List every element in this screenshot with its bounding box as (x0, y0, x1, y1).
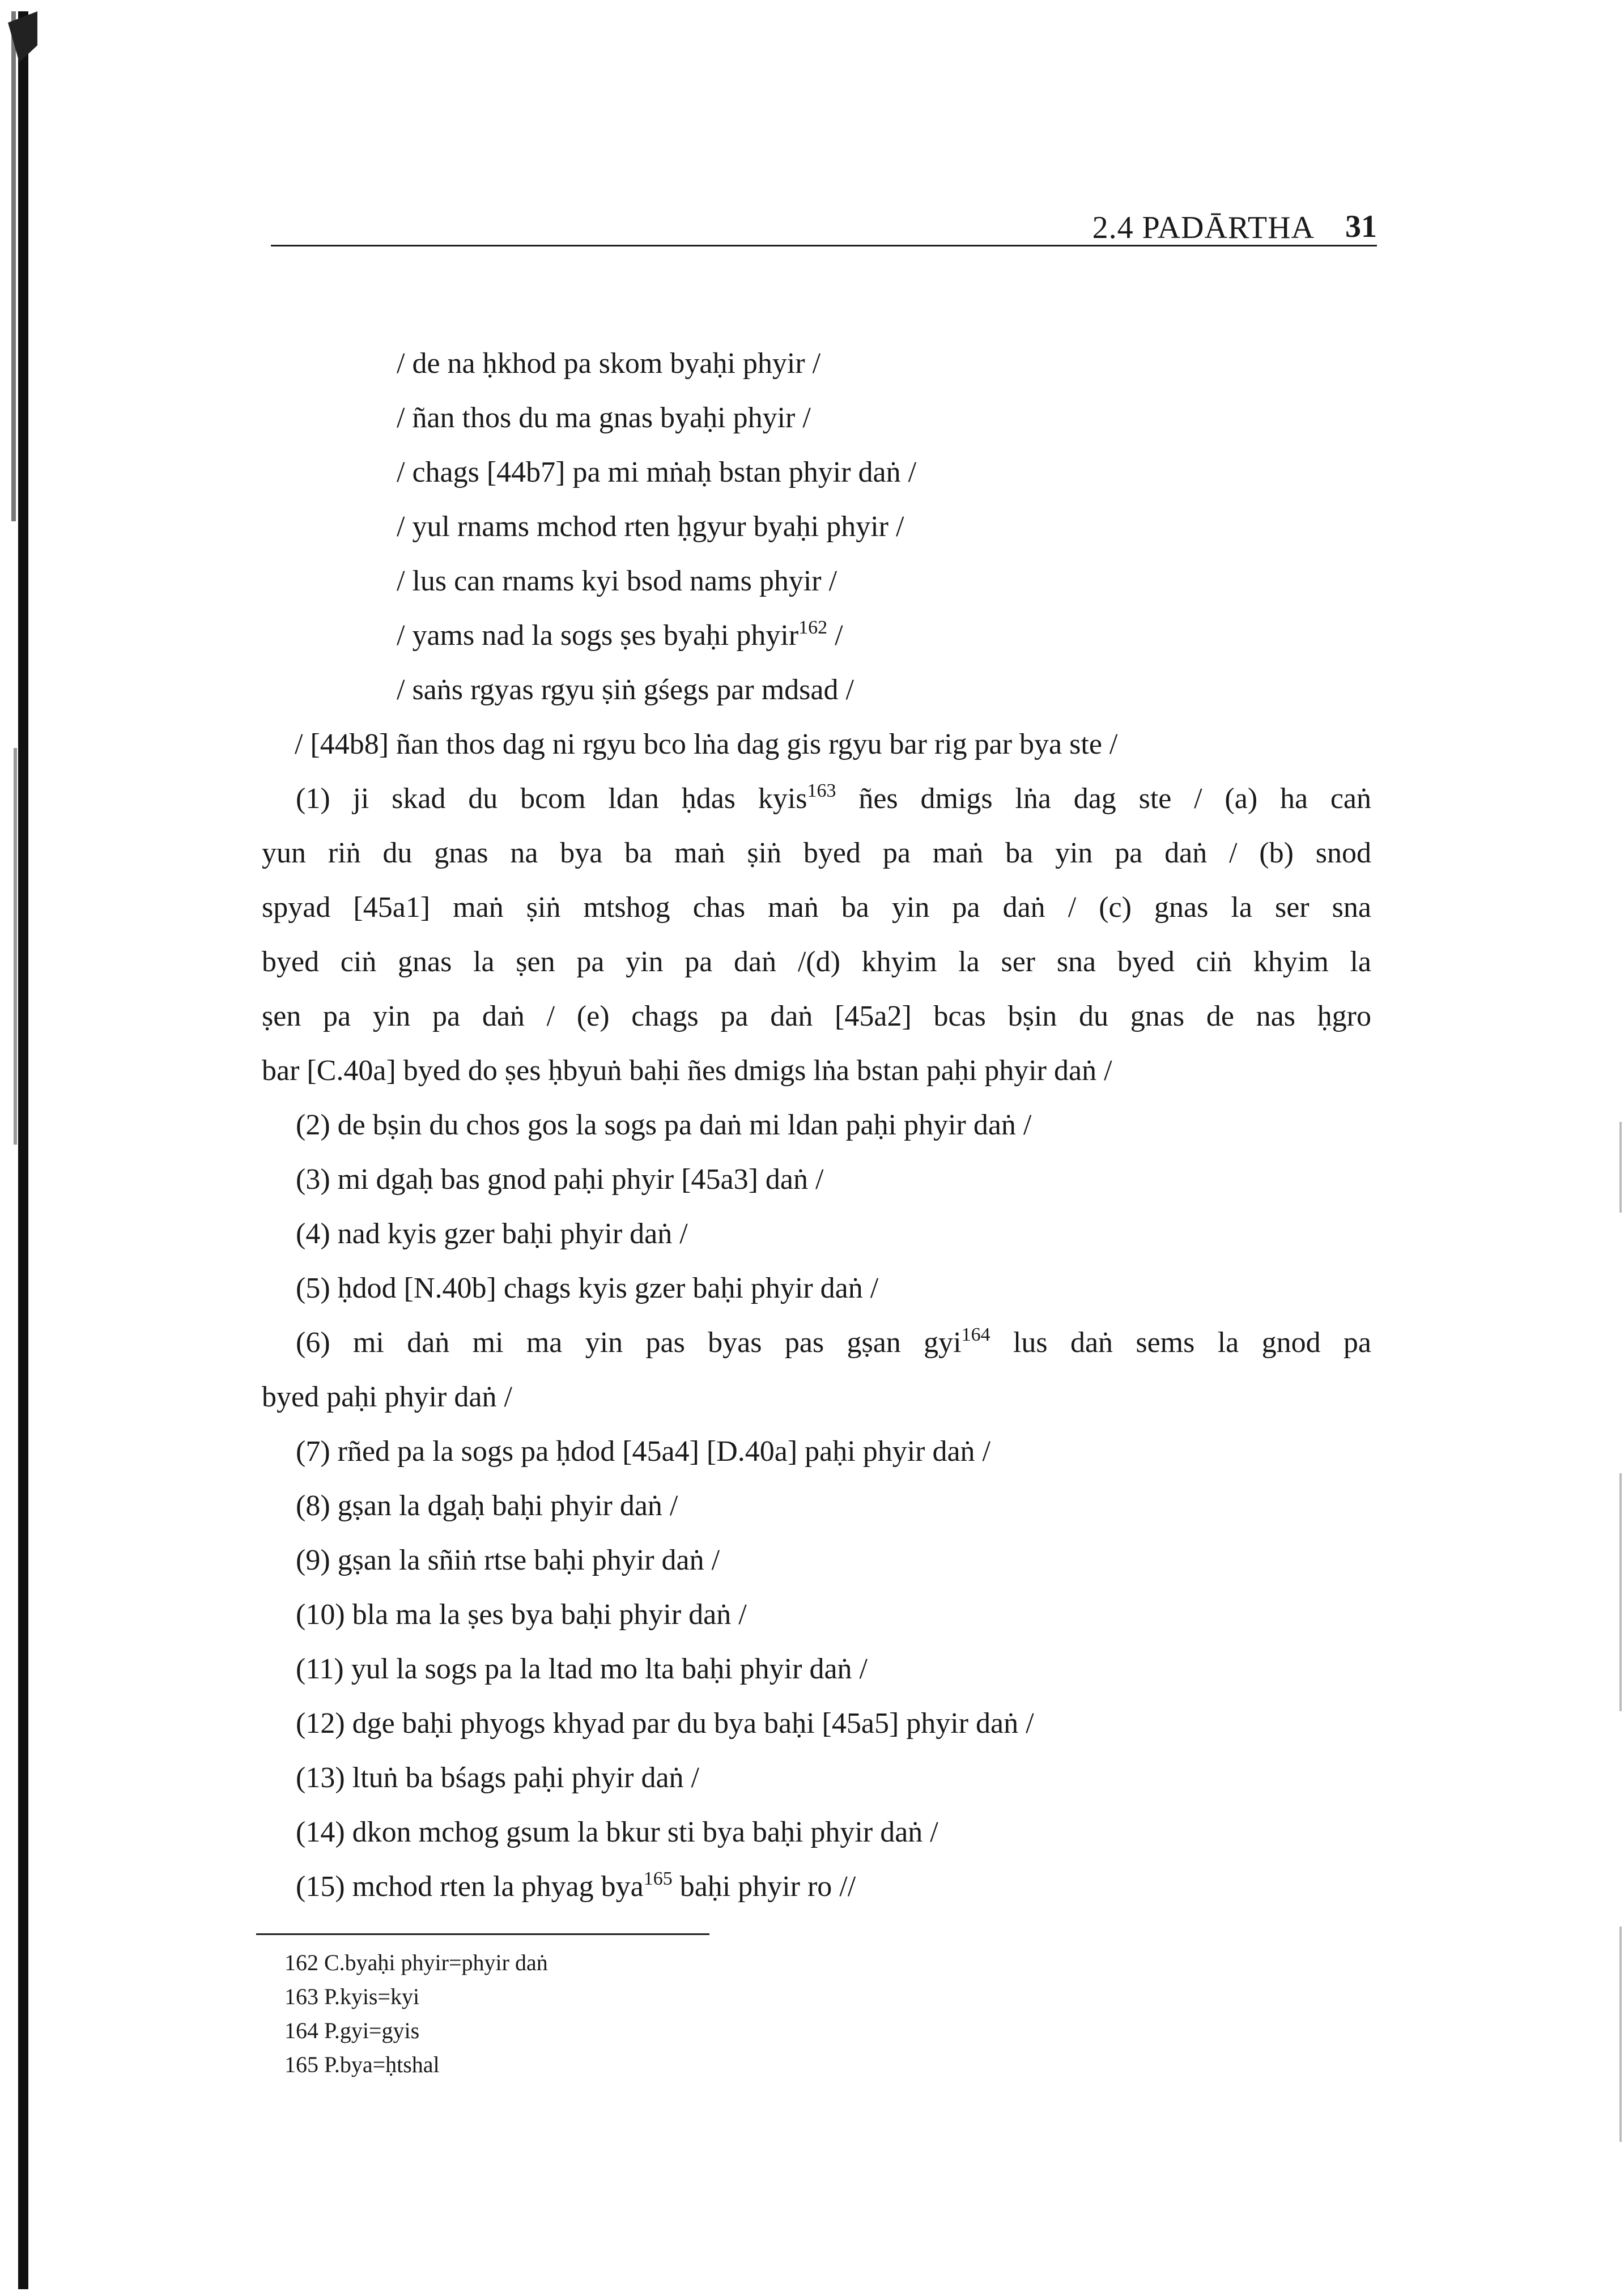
footnote: 163 P.kyis=kyi (284, 1984, 420, 2009)
list-item: (8) gṣan la dgaḥ baḥi phyir daṅ / (296, 1490, 678, 1522)
list-item: (13) ltuṅ ba bśags paḥi phyir daṅ / (296, 1762, 699, 1794)
paragraph-line: byed ciṅ gnas la ṣen pa yin pa daṅ /(d) khyim la ser sna byed ciṅ khyim la (262, 946, 1371, 978)
list-item: (4) nad kyis gzer baḥi phyir daṅ / (296, 1218, 688, 1250)
paragraph-line (296, 782, 1371, 816)
list-item (296, 1326, 1371, 1360)
footnote-ref: 165 (643, 1868, 673, 1889)
list-item (296, 1870, 856, 1904)
binding-edge-shadow (8, 11, 37, 2289)
verse-closing-line: / [44b8] ñan thos dag ni rgyu bco lṅa dag gis rgyu bar rig par bya ste / (295, 728, 1118, 760)
paragraph-text: (1) ji skad du bcom ldan ḥdas kyis (296, 783, 807, 815)
list-item: (3) mi dgaḥ bas gnod paḥi phyir [45a3] daṅ / (296, 1163, 824, 1196)
verse-line: / yul rnams mchod rten ḥgyur byaḥi phyir / (397, 511, 904, 543)
list-item: (2) de bṣin du chos gos la sogs pa daṅ mi ldan paḥi phyir daṅ / (296, 1109, 1032, 1141)
page-number: 31 (1345, 209, 1377, 244)
scan-mark (1619, 1122, 1622, 1213)
paragraph-line: yun riṅ du gnas na bya ba maṅ ṣiṅ byed pa maṅ ba yin pa daṅ / (b) snod (262, 837, 1371, 869)
paragraph-line: ṣen pa yin pa daṅ / (e) chags pa daṅ [45a2] bcas bṣin du gnas de nas ḥgro (262, 1000, 1371, 1032)
scan-mark (1619, 1927, 1622, 2142)
list-item: (14) dkon mchog gsum la bkur sti bya baḥi phyir daṅ / (296, 1816, 938, 1848)
verse-line: / lus can rnams kyi bsod nams phyir / (397, 565, 837, 597)
list-item: (10) bla ma la ṣes bya baḥi phyir daṅ / (296, 1598, 747, 1631)
header-section-title: 2.4 PADĀRTHA (1092, 210, 1315, 245)
verse-text: / yams nad la sogs ṣes byaḥi phyir (397, 619, 799, 652)
footnote: 162 C.byaḥi phyir=phyir daṅ (284, 1950, 548, 1975)
list-item: (12) dge baḥi phyogs khyad par du bya baḥi [45a5] phyir daṅ / (296, 1707, 1034, 1740)
paragraph-text: ñes dmigs lṅa dag ste / (a) ha caṅ (836, 783, 1371, 815)
verse-line: / de na ḥkhod pa skom byaḥi phyir / (397, 347, 821, 380)
footnote-ref: 162 (798, 617, 828, 638)
footnote: 165 P.bya=ḥtshal (284, 2052, 440, 2077)
footnote-rule (256, 1933, 709, 1935)
list-item-text: baḥi phyir ro // (672, 1870, 856, 1903)
footnote-ref: 164 (961, 1324, 990, 1345)
verse-line (397, 619, 843, 653)
running-header (271, 209, 1377, 246)
scan-mark (1619, 1473, 1622, 1711)
list-item-continuation: byed paḥi phyir daṅ / (262, 1381, 512, 1413)
list-item: (11) yul la sogs pa la ltad mo lta baḥi phyir daṅ / (296, 1653, 868, 1685)
verse-line: / chags [44b7] pa mi mṅaḥ bstan phyir daṅ / (397, 456, 917, 488)
verse-line: / saṅs rgyas rgyu ṣiṅ gśegs par mdsad / (397, 674, 854, 706)
verse-line: / ñan thos du ma gnas byaḥi phyir / (397, 402, 811, 434)
list-item-text: (6) mi daṅ mi ma yin pas byas pas gṣan gyi (296, 1326, 962, 1359)
footnote: 164 P.gyi=gyis (284, 2018, 420, 2043)
paragraph-line: bar [C.40a] byed do ṣes ḥbyuṅ baḥi ñes dmigs lṅa bstan paḥi phyir daṅ / (262, 1055, 1112, 1087)
verse-text: / (827, 619, 843, 652)
list-item: (5) ḥdod [N.40b] chags kyis gzer baḥi phyir daṅ / (296, 1272, 879, 1304)
list-item: (9) gṣan la sñiṅ rtse baḥi phyir daṅ / (296, 1544, 720, 1576)
list-item-text: (15) mchod rten la phyag bya (296, 1870, 644, 1903)
list-item-text: lus daṅ sems la gnod pa (990, 1326, 1371, 1359)
paragraph-line: spyad [45a1] maṅ ṣiṅ mtshog chas maṅ ba yin pa daṅ / (c) gnas la ser sna (262, 891, 1371, 924)
footnote-ref: 163 (807, 780, 836, 801)
list-item: (7) rñed pa la sogs pa ḥdod [45a4] [D.40a] paḥi phyir daṅ / (296, 1435, 990, 1468)
